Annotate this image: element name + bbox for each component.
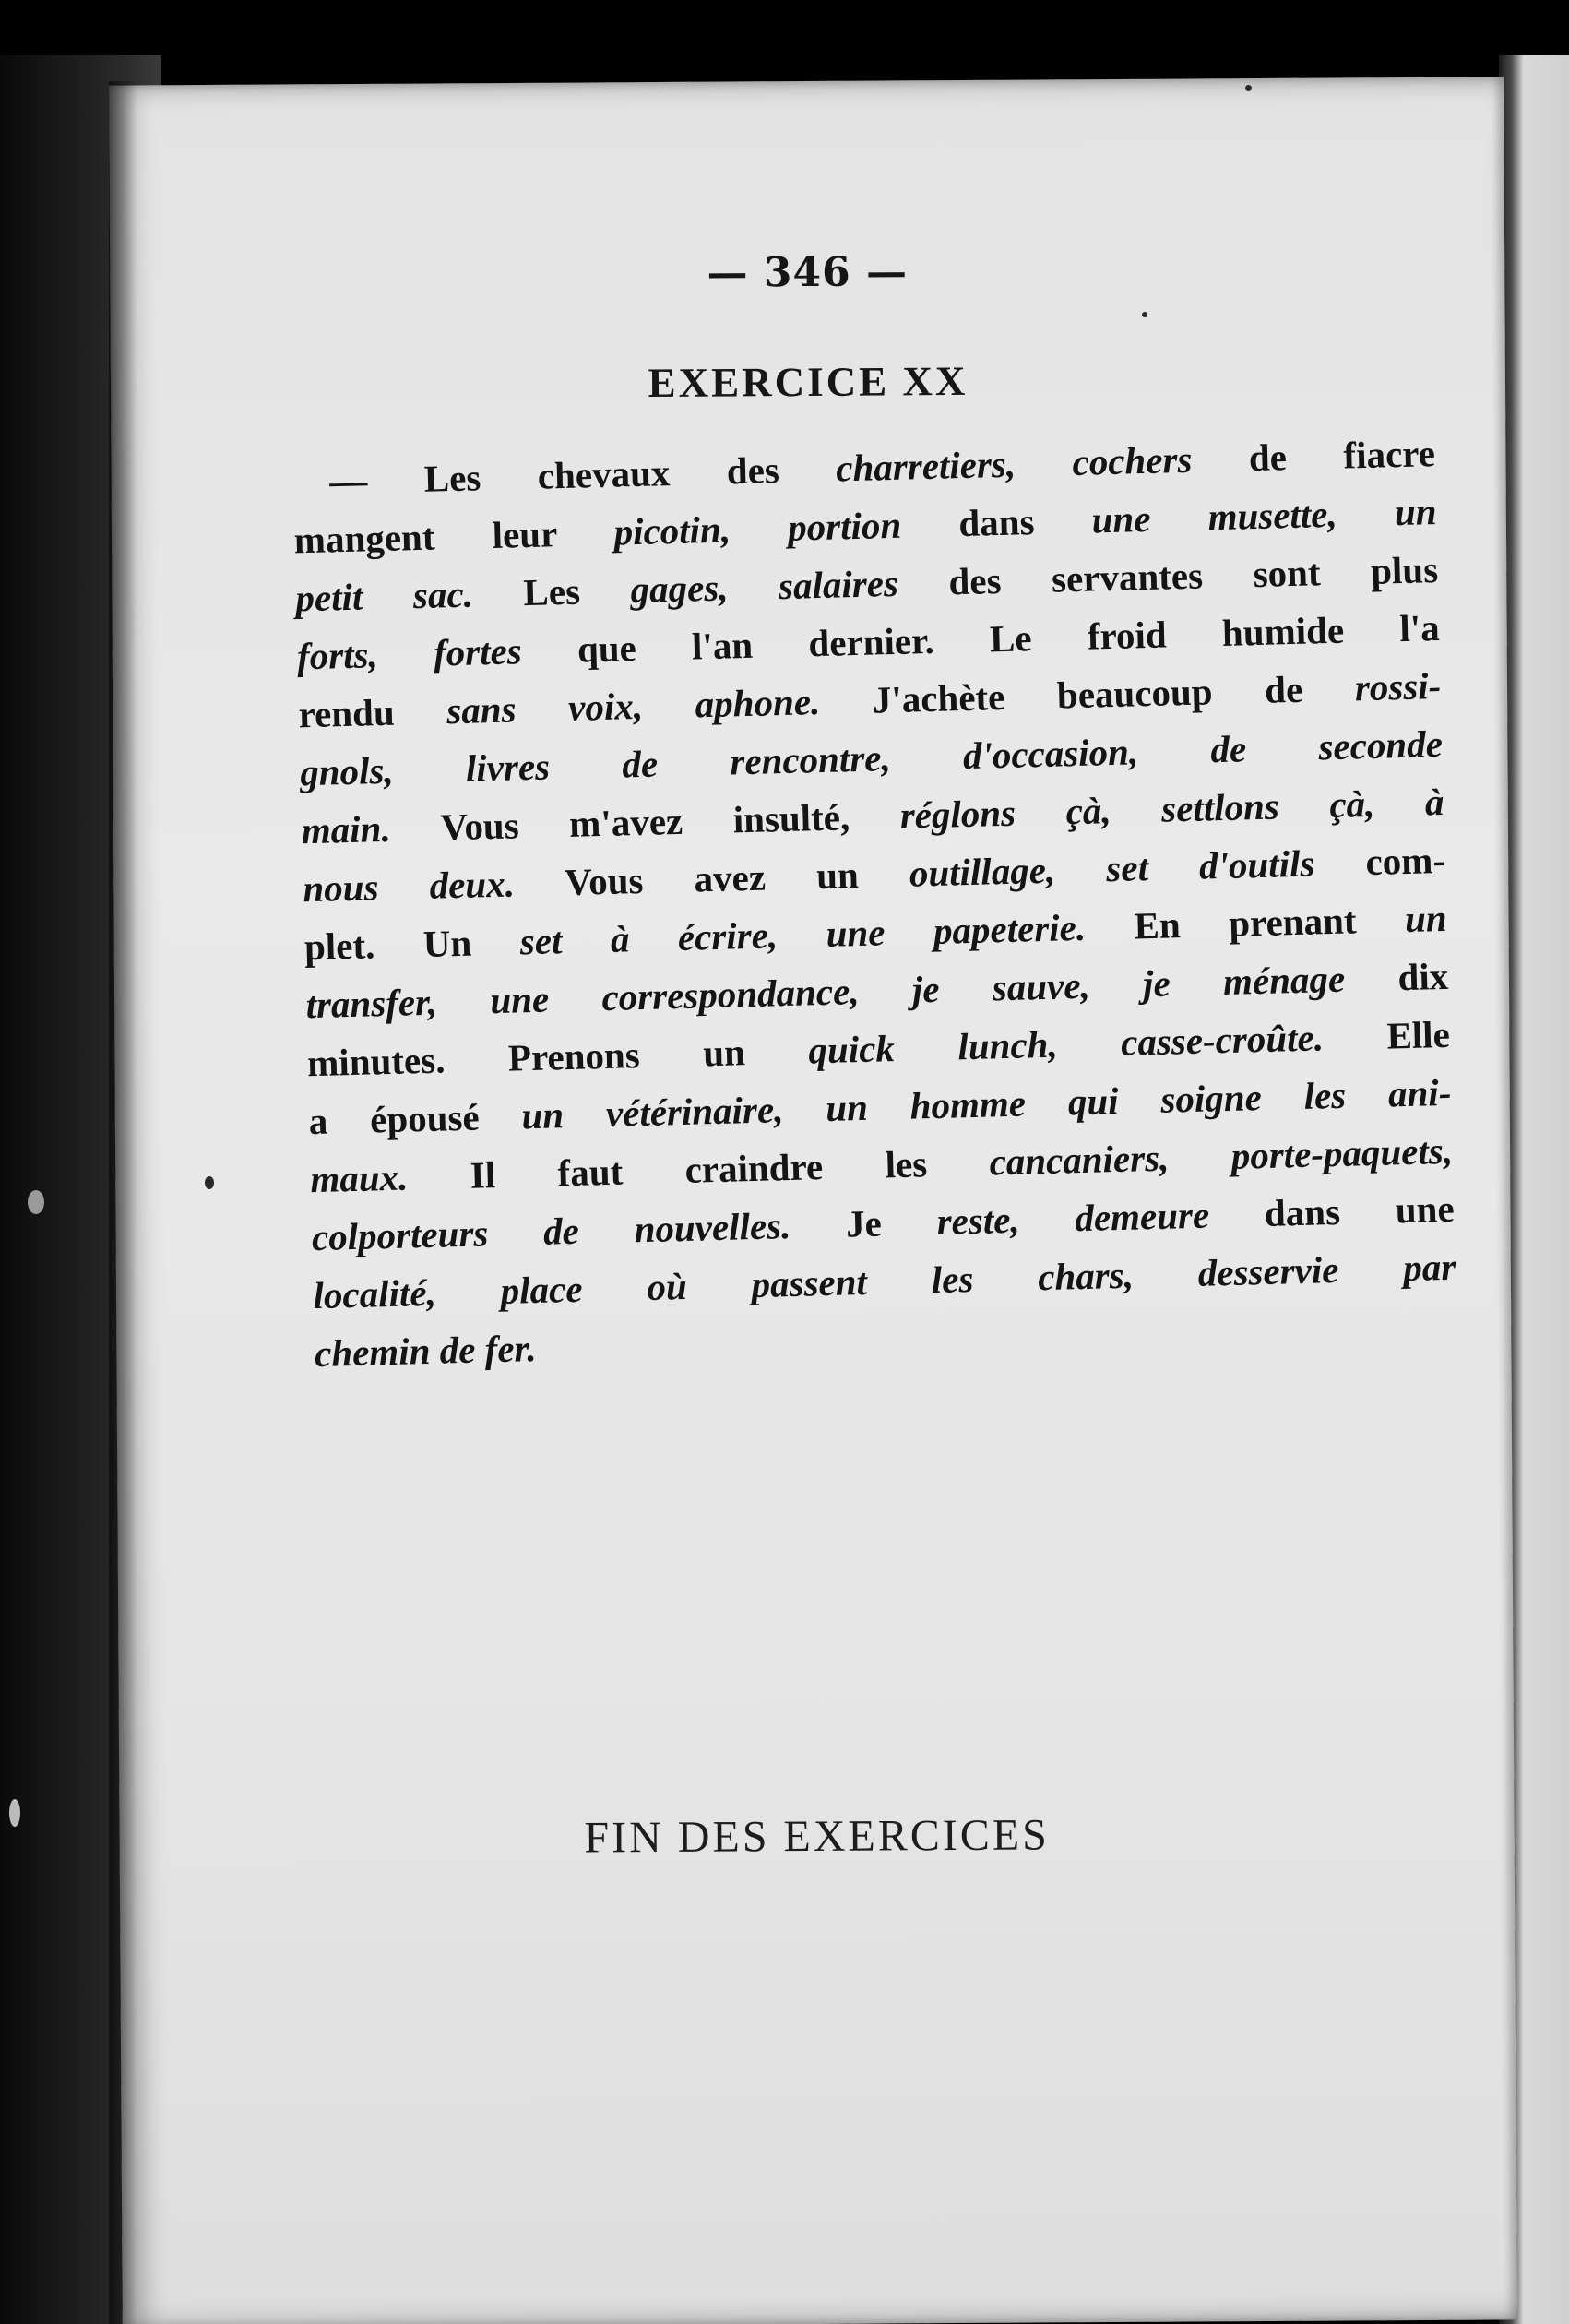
italic-term: chemin de fer. xyxy=(314,1327,537,1376)
italic-term: reste, demeure xyxy=(936,1193,1210,1243)
text-run: minutes. Prenons un xyxy=(306,1029,810,1085)
scan-border-top xyxy=(0,0,1569,85)
page-number: — 346 — xyxy=(707,248,909,297)
text-run: a épousé xyxy=(308,1094,523,1143)
italic-term: gnols, livres de rencontre, d'occasion, de seconde xyxy=(299,721,1444,794)
closing-heading: FIN DES EXERCICES xyxy=(584,1810,1050,1863)
dust-speck xyxy=(1142,312,1147,317)
page-paper xyxy=(109,77,1517,2324)
text-run: Il faut craindre les xyxy=(407,1140,991,1198)
spine-shadow xyxy=(109,81,137,2324)
italic-term: petit sac. xyxy=(294,572,474,620)
italic-term: un vétérinaire, un homme qui soigne les ani- xyxy=(520,1070,1452,1138)
text-run: — Les chevaux des xyxy=(328,447,837,503)
dust-speck xyxy=(1245,85,1252,91)
italic-term: réglons çà, settlons çà, à xyxy=(899,780,1444,837)
text-run: dans xyxy=(900,498,1093,546)
italic-term: localité, place où passent les chars, desservie par xyxy=(312,1245,1456,1317)
italic-term: set à écrire, une papeterie. xyxy=(519,905,1087,963)
italic-term: un xyxy=(1404,896,1448,941)
scan-artifact xyxy=(9,1799,20,1827)
italic-term: main. xyxy=(301,806,392,852)
italic-term: forts, fortes xyxy=(296,629,523,678)
text-run: dix xyxy=(1344,954,1449,1000)
italic-term: rossi- xyxy=(1354,663,1442,709)
scan-artifact xyxy=(28,1190,44,1214)
italic-term: colporteurs de nouvelles. xyxy=(311,1204,791,1259)
exercise-body-text xyxy=(291,424,1457,1383)
text-run: En prenant xyxy=(1085,898,1406,948)
italic-term: outillage, set d'outils xyxy=(909,841,1315,895)
italic-term: cancaniers, porte-paquets, xyxy=(989,1128,1454,1184)
text-run: Vous m'avez insulté, xyxy=(390,793,901,850)
italic-term: transfer, une correspondance, je sauve, je ménage xyxy=(305,957,1346,1027)
text-run: J'achète beaucoup de xyxy=(819,666,1356,722)
exercise-title: EXERCICE XX xyxy=(648,357,969,407)
italic-term: nous deux. xyxy=(302,862,516,911)
text-run: mangent leur xyxy=(293,510,615,562)
italic-term: charretiers, cochers xyxy=(835,437,1193,490)
text-run: dans une xyxy=(1208,1186,1456,1236)
text-run: Je xyxy=(790,1199,938,1246)
italic-term: sans voix, aphone. xyxy=(446,680,821,733)
italic-term: gages, salaires xyxy=(629,561,899,612)
text-run: rendu xyxy=(298,689,447,736)
text-run: Les xyxy=(472,568,632,615)
italic-term: une musette, un xyxy=(1091,490,1438,542)
italic-term: quick lunch, casse-croûte. xyxy=(807,1016,1325,1072)
text-run: plet. Un xyxy=(303,920,521,969)
text-run: de fiacre xyxy=(1191,432,1436,481)
text-run: Elle xyxy=(1323,1012,1451,1059)
text-run: com- xyxy=(1313,838,1446,885)
italic-term: maux. xyxy=(309,1155,409,1201)
dust-speck xyxy=(205,1176,214,1189)
text-run: des servantes sont plus xyxy=(897,548,1439,604)
italic-term: picotin, portion xyxy=(613,503,902,554)
text-run: que l'an dernier. Le froid humide l'a xyxy=(521,605,1441,673)
text-run: Vous avez un xyxy=(514,852,910,905)
